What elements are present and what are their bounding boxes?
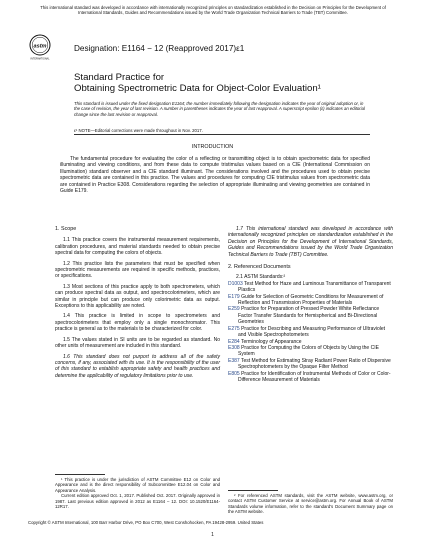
svg-text:astm: astm bbox=[33, 43, 47, 50]
right-column bbox=[228, 226, 393, 383]
scope-heading: 1. Scope bbox=[55, 226, 77, 232]
reference-item bbox=[228, 294, 393, 307]
reference-title: Guide for Selection of Geometric Conditions for Measurement of Reflection and Transmission Properties of Materials bbox=[238, 293, 384, 307]
reference-item bbox=[228, 281, 393, 294]
svg-text:INTERNATIONAL: INTERNATIONAL bbox=[30, 57, 50, 61]
left-column bbox=[55, 226, 220, 379]
reference-item bbox=[228, 306, 393, 325]
paragraph-1-2: 1.2 This practice lists the parameters that must be specified when spectrometric measurements are required in specific methods, practices, or specifications. bbox=[55, 260, 220, 280]
reference-title: Practice for Computing the Colors of Objects by Using the CIE System bbox=[238, 344, 379, 358]
paragraph-1-6: 1.6 This standard does not purport to address all of the safety concerns, if any, associated with its use. It is the responsibility of the user of this standard to establish appropriate safety and health practices and determine the applicability of regulatory limitations prior to use. bbox=[55, 353, 220, 379]
reference-code-link[interactable]: D1003 bbox=[228, 280, 243, 287]
epsilon-note: ε¹ NOTE—Editorial corrections were made throughout in Nov. 2017. bbox=[74, 128, 203, 133]
designation: Designation: E1164 − 12 (Reapproved 2017)ε1 bbox=[74, 44, 245, 53]
reference-code-link[interactable]: E179 bbox=[228, 293, 240, 300]
reference-code-link[interactable]: E308 bbox=[228, 344, 240, 351]
title-line-2: Obtaining Spectrometric Data for Object-Color Evaluation¹ bbox=[74, 83, 321, 94]
title-line-1: Standard Practice for bbox=[74, 72, 165, 83]
reference-title: Practice for Preparation of Pressed Powder White Reflectance Factor Transfer Standards for Hemispherical and Bi-Directional Geometries bbox=[238, 306, 380, 326]
paragraph-1-1: 1.1 This practice covers the instrumental measurement requirements, calibration procedures, and material standards needed to obtain precise spectral data for computing the colors of objects. bbox=[55, 237, 220, 257]
footnote-1-block bbox=[55, 474, 220, 509]
reference-title: Terminology of Appearance bbox=[239, 338, 302, 345]
astm-logo bbox=[29, 33, 51, 61]
divider bbox=[74, 134, 370, 135]
paragraph-1-4: 1.4 This practice is limited in scope to spectrometers and spectrocolorimeters that employ only a single monochromator. This practice is general as to the materials to be characterized for color. bbox=[55, 313, 220, 333]
international-standard-note: This international standard was developed in accordance with internationally recognized principles on standardization established in the Decision on Principles for the Development of International Standards, Guides and Recommendations issued by the World Trade Organization Technical Barriers to Trade (TBT) Committee. bbox=[40, 5, 386, 16]
paragraph-1-3: 1.3 Most sections of this practice apply to both spectrometers, which can produce spectral data as output, and spectrocolorimeters, which are similar in principle but can produce only colorimetric data as output. Exceptions to this applicability are noted. bbox=[55, 283, 220, 310]
referenced-documents-heading: 2. Referenced Documents bbox=[228, 264, 291, 271]
reference-code-link[interactable]: E805 bbox=[228, 370, 240, 377]
reference-title: Practice for Describing and Measuring Performance of Ultraviolet and Visible Spectrophotometers bbox=[238, 325, 386, 339]
reference-code-link[interactable]: E387 bbox=[228, 357, 240, 364]
introduction-text: The fundamental procedure for evaluating the color of a reflecting or transmitting object is to obtain spectrometric data for specified illuminating and viewing conditions, and from these data to compute tristimulus values based on a CIE (International Commission on Illumination) standard observer and a CIE standard illuminant. The considerations involved and the procedures used to obtain precise spectrometric data are contained in this practice. The values and procedures for computing CIE tristimulus values from spectrometric data are contained in Practice E308. Considerations regarding the selection of appropriate illuminating and viewing geometries are contained in Guide E179. bbox=[60, 156, 370, 195]
page-number: 1 bbox=[211, 532, 214, 538]
paragraph-1-7: 1.7 This international standard was developed in accordance with internationally recognized principles on standardization established in the Decision on Principles for the Development of International Standards, Guides and Recommendations issued by the World Trade Organization Technical Barriers to Trade (TBT) Committee. bbox=[228, 226, 393, 258]
paragraph-1-5: 1.5 The values stated in SI units are to be regarded as standard. No other units of measurement are included in this standard. bbox=[55, 336, 220, 350]
reference-title: Test Method for Estimating Stray Radiant Power Ratio of Dispersive Spectrophotometers by the Opaque Filter Method bbox=[238, 357, 391, 371]
reference-code-link[interactable]: E284 bbox=[228, 338, 240, 345]
reference-item bbox=[228, 358, 393, 371]
reference-title: Test Method for Haze and Luminous Transmittance of Transparent Plastics bbox=[238, 280, 391, 294]
reference-item bbox=[228, 345, 393, 358]
reference-list bbox=[228, 281, 393, 384]
footnote-2: ² For referenced ASTM standards, visit the ASTM website, www.astm.org, or contact ASTM Customer Service at service@astm.org. For Annual Book of ASTM Standards volume information, refer to the standard's Document Summary page on the ASTM website. bbox=[228, 493, 393, 515]
astm-standards-subheading: 2.1 ASTM Standards:² bbox=[236, 274, 286, 281]
reference-code-link[interactable]: E275 bbox=[228, 325, 240, 332]
footnote-1: ¹ This practice is under the jurisdiction of ASTM Committee E12 on Color and Appearance and is the direct responsibility of Subcommittee E12.04 on Color and Appearance Analysis. bbox=[55, 477, 220, 493]
footnote-1-edition: Current edition approved Oct. 1, 2017. Published Oct. 2017. Originally approved in 1987. Last previous edition approved in 2012 as E1164 – 12. DOI: 10.1520/E1164-12R17. bbox=[55, 493, 220, 510]
footnote-2-block bbox=[228, 490, 393, 515]
reference-code-link[interactable]: E259 bbox=[228, 306, 240, 313]
introduction-heading: INTRODUCTION bbox=[191, 144, 234, 150]
reference-item bbox=[228, 326, 393, 339]
reference-title: Practice for Identification of Instrumental Methods of Color or Color-Difference Measurement of Materials bbox=[238, 370, 391, 383]
reference-item bbox=[228, 371, 393, 384]
copyright-footer: Copyright © ASTM International, 100 Barr Harbor Drive, PO Box C700, West Conshohocken, PA 19428-2959. United States bbox=[28, 520, 264, 525]
standard-issuance-note: This standard is issued under the fixed designation E1164; the number immediately following the designation indicates the year of original adoption or, in the case of revision, the year of last revision. A number in parentheses indicates the year of last reapproval. A superscript epsilon (ε) indicates an editorial change since the last revision or reapproval. bbox=[74, 101, 365, 117]
